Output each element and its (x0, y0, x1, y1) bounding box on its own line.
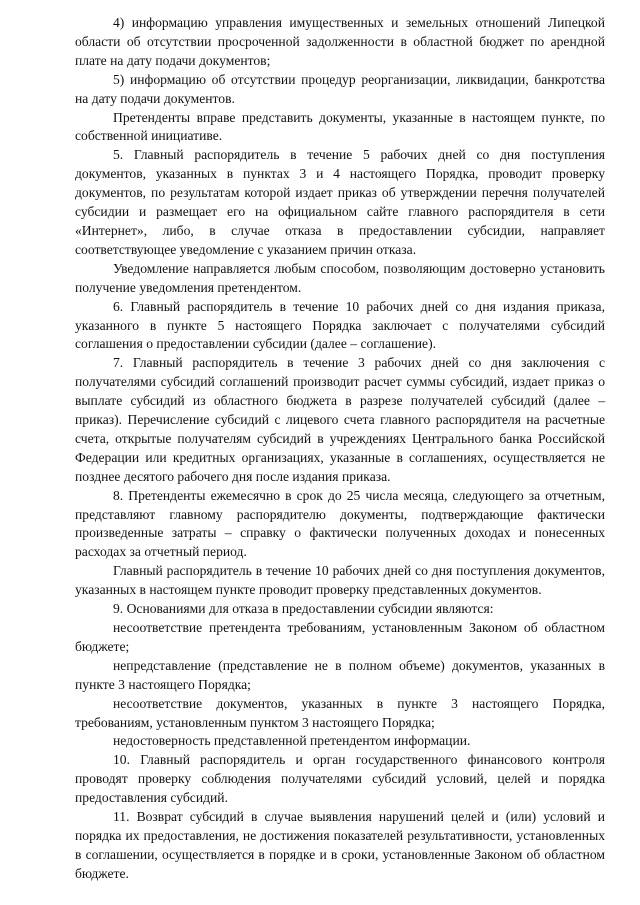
paragraph-clause-8: 8. Претенденты ежемесячно в срок до 25 числа месяца, следующего за отчетным, представляют главному распорядителю документы, подтверждающие фактически произведенные затраты – справку о фактически полученных доходах и понесенных расходах за отчетный период. (75, 487, 605, 560)
document-body (75, 14, 605, 884)
paragraph-item-5: 5) информацию об отсутствии процедур реорганизации, ликвидации, банкротства на дату подачи документов. (75, 71, 605, 106)
paragraph-notification: Уведомление направляется любым способом, позволяющим достоверно установить получение уведомления претендентом. (75, 260, 605, 295)
refusal-ground-1: несоответствие претендента требованиям, установленным Законом об областном бюджете; (75, 620, 605, 654)
paragraph-verification: Главный распорядитель в течение 10 рабочих дней со дня поступления документов, указанных в настоящем пункте проводит проверку представленных документов. (75, 563, 605, 598)
paragraph-clause-11: 11. Возврат субсидий в случае выявления нарушений целей и (или) условий и порядка их предоставления, не достижения показателей результативности, установленных в соглашении, осуществляется в порядке и в сроки, установленные Законом об областном бюджете. (75, 809, 605, 881)
paragraph-clause-9: 9. Основаниями для отказа в предоставлении субсидии являются: (113, 601, 494, 617)
paragraph-clause-7: 7. Главный распорядитель в течение 3 рабочих дней со дня заключения с получателями субсидий соглашений производит расчет суммы субсидий, издает приказ о выплате субсидий из областного бюджета в разрезе получателей субсидий (далее – приказ). Перечисление субсидий с лицевого счета главного распорядителя на расчетные счета, открытые получателям субсидий в учреждениях Центрального банка Российской Федерации или кредитных организациях, указанные в соглашениях, осуществляется не позднее десятого рабочего дня после издания приказа. (75, 355, 605, 484)
paragraph-clause-5: 5. Главный распорядитель в течение 5 рабочих дней со дня поступления документов, указанных в пунктах 3 и 4 настоящего Порядка, проводит проверку документов, по результатам которой издает приказ об утверждении перечня получателей субсидии и размещает его на официальном сайте главного распорядителя в сети «Интернет», либо, в случае отказа в предоставлении субсидии, направляет соответствующее уведомление с указанием причин отказа. (75, 147, 605, 257)
paragraph-clause-6: 6. Главный распорядитель в течение 10 рабочих дней со дня издания приказа, указанного в пункте 5 настоящего Порядка заключает с получателями субсидий соглашения о предоставлении субсидии (далее – соглашение). (75, 298, 605, 352)
refusal-ground-4: недостоверность представленной претендентом информации. (113, 733, 471, 749)
refusal-ground-3: несоответствие документов, указанных в пункте 3 настоящего Порядка, требованиям, установленным пунктом 3 настоящего Порядка; (75, 695, 605, 730)
paragraph-clause-10: 10. Главный распорядитель и орган государственного финансового контроля проводят проверку соблюдения получателями субсидий условий, целей и порядка предоставления субсидий. (75, 752, 605, 806)
refusal-ground-2: непредставление (представление не в полном объеме) документов, указанных в пункте 3 настоящего Порядка; (75, 657, 605, 692)
paragraph-item-4: 4) информацию управления имущественных и земельных отношений Липецкой области об отсутствии просроченной задолженности в областной бюджет по арендной плате на дату подачи документов; (75, 15, 605, 68)
paragraph-initiative: Претенденты вправе представить документы, указанные в настоящем пункте, по собственной инициативе. (75, 109, 605, 144)
